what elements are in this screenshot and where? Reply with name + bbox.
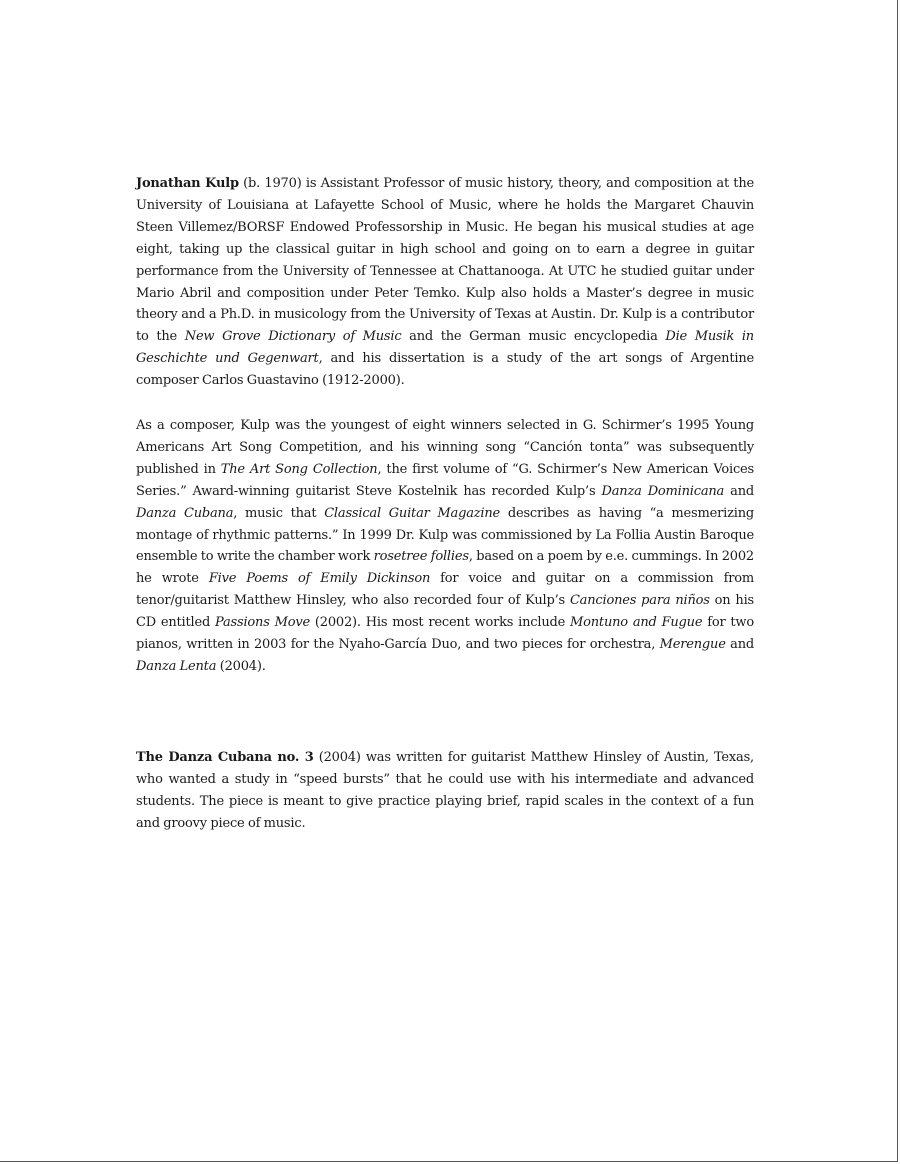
composer-text: on his CD entitled <box>136 593 755 631</box>
piece-text: (2004) was written for guitarist Matthew Hinsley of Austin, Texas, who wanted a study in “speed bursts” that he could use with his intermediate and advanced students. The piece is meant to give practice playing brief, rapid scales in the context of a fun and groovy piece of music. <box>136 750 754 831</box>
composer-text: describes as having “a mesmerizing montage of rhythmic patterns.” In 1999 Dr. Kulp was commissioned by La Follia Austin Baroque ensemble to write the chamber work <box>136 505 754 565</box>
work-title: New Grove Dictionary of Music <box>184 329 402 345</box>
bio-text: (b. 1970) is Assistant Professor of music history, theory, and composition at the University of Louisiana at Lafayette School of Music, where he holds the Margaret Chauvin Steen Villemez/BORSF Endowed Professorship in Music. He began his musical studies at age eight, taking up the classical guitar in high school and going on to earn a degree in guitar performance from the University of Tennessee at Chattanooga. At UTC he studied guitar under Mario Abril and composition under Peter Temko. Kulp also holds a Master’s degree in music theory and a Ph.D. in musicology from the University of Texas at Austin. Dr. Kulp is a contributor to the <box>136 176 754 345</box>
work-title: Five Poems of Emily Dickinson <box>208 571 431 587</box>
composer-text: , music that <box>233 505 325 521</box>
work-title: Danza Cubana <box>136 505 234 521</box>
composer-text: and <box>724 483 754 499</box>
composer-text: , based on a poem by e.e. cummings. In 2002 he wrote <box>136 549 754 587</box>
work-title: rosetree follies <box>373 549 469 565</box>
work-title: Montuno and Fugue <box>570 615 703 631</box>
work-title: Danza Dominicana <box>601 483 725 499</box>
piece-note-paragraph <box>136 747 754 835</box>
composer-text: As a composer, Kulp was the youngest of eight winners selected in G. Schirmer’s 1995 Young Americans Art Song Competition, and his winning song “Canción tonta” was subsequently published in <box>136 418 754 477</box>
composer-name: Jonathan Kulp <box>136 176 239 191</box>
composer-text: (2004). <box>216 658 266 674</box>
work-title: Passions Move <box>215 615 310 631</box>
work-title: Die Musik in Geschichte und Gegenwart <box>136 329 754 367</box>
work-title: Canciones para niños <box>569 593 710 609</box>
composer-text: for voice and guitar on a commission from tenor/guitarist Matthew Hinsley, who also recorded four of Kulp’s <box>136 571 754 609</box>
work-title: Merengue <box>659 637 726 653</box>
piece-title: The Danza Cubana no. 3 <box>136 750 314 765</box>
work-title: The Art Song Collection <box>220 461 378 477</box>
bio-text: , and his dissertation is a study of the art songs of Argentine composer Carlos Guastavino (1912-2000). <box>136 351 754 389</box>
bio-text: and the German music encyclopedia <box>401 329 666 345</box>
work-title: Classical Guitar Magazine <box>324 505 501 521</box>
biography-paragraph <box>136 173 754 392</box>
work-title: Danza Lenta <box>136 658 217 674</box>
composer-paragraph <box>136 415 754 678</box>
composer-text: , the first volume of “G. Schirmer’s New American Voices Series.” Award-winning guitarist Steve Kostelnik has recorded Kulp’s <box>136 461 754 499</box>
composer-text: (2002). His most recent works include <box>309 615 571 631</box>
composer-text: for two pianos, written in 2003 for the Nyaho-García Duo, and two pieces for orchestra, <box>136 615 754 653</box>
composer-text: and <box>725 637 754 653</box>
